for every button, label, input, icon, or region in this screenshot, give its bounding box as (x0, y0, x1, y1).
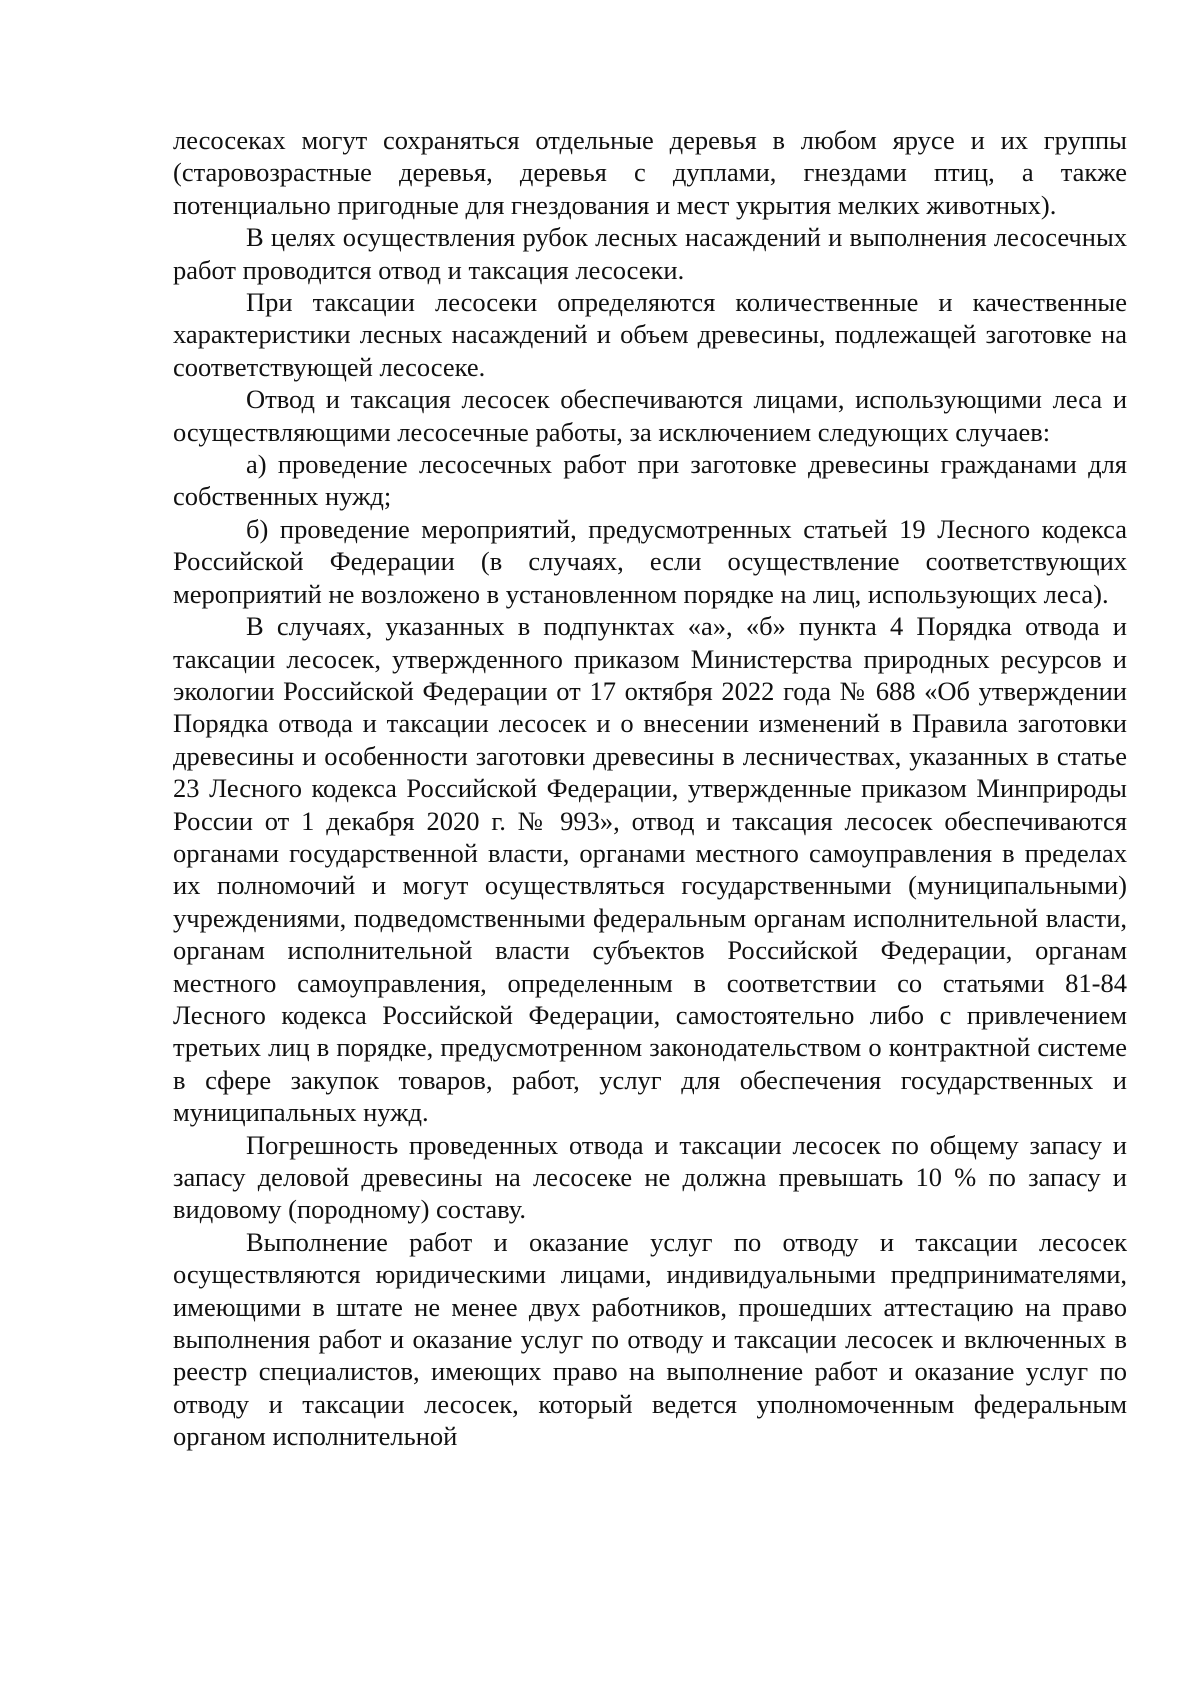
paragraph-allotment-purpose: В целях осуществления рубок лесных насаждений и выполнения лесосечных работ проводится отвод и таксация лесосеки. (173, 222, 1127, 285)
document-body (173, 124, 1127, 1453)
paragraph-exception-a: а) проведение лесосечных работ при заготовке древесины гражданами для собственных нужд; (173, 449, 1127, 512)
paragraph-exception-b: б) проведение мероприятий, предусмотренных статьей 19 Лесного кодекса Российской Федерации (в случаях, если осуществление соответствующих мероприятий не возложено в установленном порядке на лиц, использующих леса). (173, 513, 1127, 609)
paragraph-error-tolerance: Погрешность проведенных отвода и таксации лесосек по общему запасу и запасу деловой древесины на лесосеке не должна превышать 10 % по запасу и видовому (породному) составу. (173, 1129, 1127, 1225)
paragraph-continuation: лесосеках могут сохраняться отдельные деревья в любом ярусе и их группы (старовозрастные деревья, деревья с дуплами, гнездами птиц, а также потенциально пригодные для гнездования и мест укрытия мелких животных). (173, 125, 1127, 220)
paragraph-responsible-persons: Отвод и таксация лесосек обеспечиваются лицами, использующими леса и осуществляющими лесосечные работы, за исключением следующих случаев: (173, 384, 1127, 447)
paragraph-state-authorities: В случаях, указанных в подпунктах «а», «б» пункта 4 Порядка отвода и таксации лесосек, утвержденного приказом Министерства природных ресурсов и экологии Российской Федерации от 17 октября 2022 года № 688 «Об утверждении Порядка отвода и таксации лесосек и о внесении изменений в Правила заготовки древесины и особенности заготовки древесины в лесничествах, указанных в статье 23 Лесного кодекса Российской Федерации, утвержденные приказом Минприроды России от 1 декабря 2020 г. № 993», отвод и таксация лесосек обеспечиваются органами государственной власти, органами местного самоуправления в пределах их полномочий и могут осуществляться государственными (муниципальными) учреждениями, подведомственными федеральным органам исполнительной власти, органам исполнительной власти субъектов Российской Федерации, органам местного самоуправления, определенным в соответствии со статьями 81-84 Лесного кодекса Российской Федерации, самостоятельно либо с привлечением третьих лиц в порядке, предусмотренном законодательством о контрактной системе в сфере закупок товаров, работ, услуг для обеспечения государственных и муниципальных нужд. (173, 611, 1127, 1128)
paragraph-taxation-characteristics: При таксации лесосеки определяются количественные и качественные характеристики лесных насаждений и объем древесины, подлежащей заготовке на соответствующей лесосеке. (173, 287, 1127, 382)
paragraph-service-providers: Выполнение работ и оказание услуг по отводу и таксации лесосек осуществляются юридическими лицами, индивидуальными предпринимателями, имеющими в штате не менее двух работников, прошедших аттестацию на право выполнения работ и оказание услуг по отводу и таксации лесосек и включенных в реестр специалистов, имеющих право на выполнение работ и оказание услуг по отводу и таксации лесосек, который ведется уполномоченным федеральным органом исполнительной (173, 1226, 1127, 1452)
